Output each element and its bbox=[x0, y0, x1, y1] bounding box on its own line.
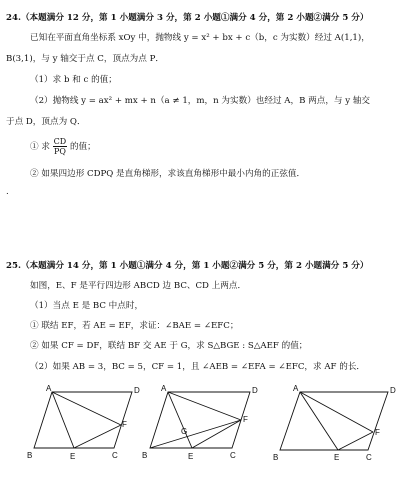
fig2-label-E: E bbox=[188, 452, 194, 461]
q24-sub2: ② 如果四边形 CDPQ 是直角梯形，求该直角梯形中最小内角的正弦值． bbox=[30, 169, 306, 179]
fig1-segment-AF bbox=[52, 392, 121, 425]
fig3-label-C: C bbox=[366, 453, 372, 462]
q24-sub1-prefix: ① 求 bbox=[30, 142, 50, 152]
fig3-segment-AE bbox=[300, 392, 338, 450]
fig3-label-A: A bbox=[293, 384, 299, 393]
q25-part2: （2）如果 AB = 3，BC = 5，CF = 1，且 ∠AEB = ∠EFA = ∠EFC，求 AF 的长． bbox=[30, 362, 366, 372]
q24-part2-line2: 于点 D，顶点为 Q． bbox=[6, 117, 86, 127]
q25-heading: 25.（本题满分 14 分，第 1 小题①满分 4 分，第 1 小题②满分 5 分，第 2 小题满分 5 分） bbox=[6, 261, 369, 271]
q24-fraction bbox=[53, 137, 68, 156]
q24-fraction-denominator: PQ bbox=[53, 147, 66, 156]
fig1-parallelogram-outline bbox=[34, 392, 132, 448]
q25-sub1: ① 联结 EF，若 AE = EF，求证：∠BAE = ∠EFC； bbox=[30, 321, 239, 331]
fig2-label-G: G bbox=[181, 427, 188, 436]
fig1-label-A: A bbox=[46, 384, 52, 393]
fig2-label-F: F bbox=[243, 415, 248, 424]
q24-part2-line1: （2）抛物线 y = ax² + mx + n（a ≠ 1，m，n 为实数）也经过 A，B 两点，与 y 轴交 bbox=[30, 96, 371, 106]
fig2-label-D: D bbox=[252, 386, 258, 395]
q24-fraction-numerator: CD bbox=[53, 137, 67, 146]
fig2-segment-BF bbox=[150, 420, 241, 448]
fig3-label-E: E bbox=[334, 453, 340, 462]
q25-part1: （1）当点 E 是 BC 中点时， bbox=[30, 301, 144, 311]
fig1-label-F: F bbox=[122, 420, 127, 429]
fig2-segment-AF bbox=[168, 392, 241, 420]
fig3-segment-AF bbox=[300, 392, 373, 432]
fig3-parallelogram-outline bbox=[280, 392, 388, 450]
fig3-label-B: B bbox=[273, 453, 279, 462]
fig2-label-B: B bbox=[142, 451, 148, 460]
fig3-label-F: F bbox=[375, 428, 380, 437]
q24-sub1 bbox=[30, 136, 96, 158]
q24-heading: 24.（本题满分 12 分，第 1 小题满分 3 分，第 2 小题①满分 4 分，第 2 小题②满分 5 分） bbox=[6, 13, 369, 23]
fig2-label-C: C bbox=[230, 451, 236, 460]
fig1-label-D: D bbox=[134, 386, 140, 395]
q25-stem: 如图，E、F 是平行四边形 ABCD 边 BC、CD 上两点． bbox=[30, 281, 247, 291]
stray-dot: . bbox=[6, 187, 9, 197]
fig1-label-C: C bbox=[112, 451, 118, 460]
fig1-segment-AE bbox=[52, 392, 74, 448]
q25-sub2: ② 如果 CF = DF，联结 BF 交 AE 于 G，求 S△BGE : S△AEF 的值； bbox=[30, 341, 308, 351]
fig2-segment-AE bbox=[168, 392, 192, 448]
q24-stem-line1: 已知在平面直角坐标系 xOy 中，抛物线 y = x² + bx + c（b，c 为实数）经过 A(1,1)， bbox=[30, 33, 370, 43]
q24-part1: （1）求 b 和 c 的值； bbox=[30, 75, 117, 85]
fig1-label-E: E bbox=[70, 452, 76, 461]
fig2-label-A: A bbox=[161, 384, 167, 393]
fig3-label-D: D bbox=[390, 386, 396, 395]
fig2-parallelogram-outline bbox=[150, 392, 250, 448]
fig3-segment-EF bbox=[338, 432, 373, 450]
figure-1-parallelogram bbox=[22, 382, 144, 462]
figure-2-parallelogram bbox=[140, 382, 265, 462]
fig1-segment-EF bbox=[74, 425, 121, 448]
fig1-label-B: B bbox=[27, 451, 33, 460]
figure-3-parallelogram bbox=[272, 382, 402, 462]
q24-sub1-suffix: 的值； bbox=[69, 142, 96, 152]
q24-stem-line2: B(3,1)，与 y 轴交于点 C，顶点为点 P． bbox=[6, 54, 164, 64]
